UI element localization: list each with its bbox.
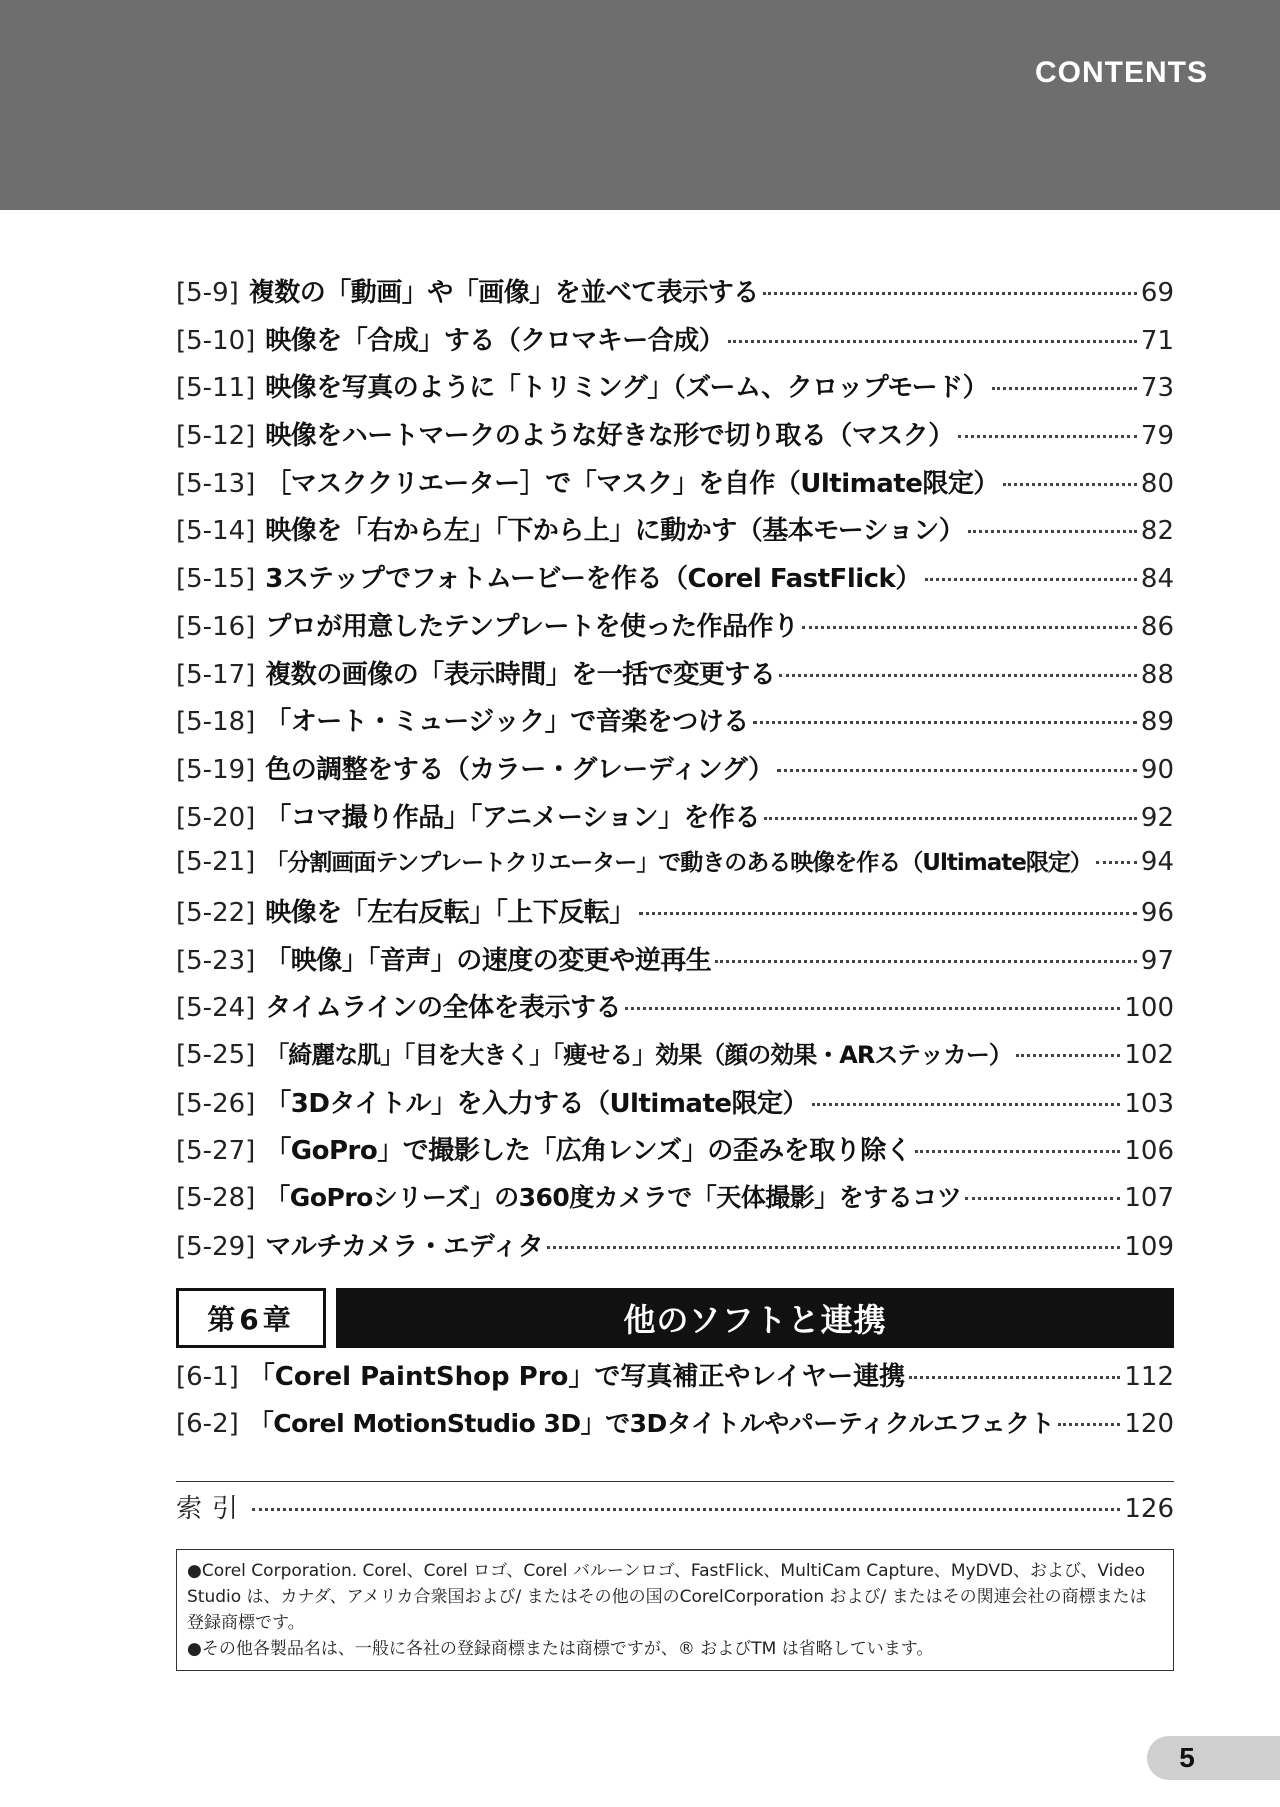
toc-entry-page: 107 — [1124, 1183, 1174, 1214]
toc-entry-number: [5-15] — [176, 564, 256, 595]
dot-leader — [639, 912, 1137, 915]
toc-entry-title: 「映像」「音声」の速度の変更や逆再生 — [265, 945, 712, 976]
chapter-label: 第6章 — [176, 1288, 326, 1348]
toc-entry[interactable] — [176, 415, 1174, 463]
toc-entry-page: 86 — [1140, 611, 1174, 642]
toc-entry-number: [5-13] — [176, 468, 256, 499]
trademark-notice-line: ●Corel Corporation. Corel、Corel ロゴ、Corel バルーンロゴ、FastFlick、MultiCam Capture、MyDVD、および、Video Studio は、カナダ、アメリカ合衆国および/ またはその他の国のCorelCorporation および/ またはその関連会社の商標または登録商標です。 — [187, 1561, 1147, 1633]
toc-entry-number: [5-9] — [176, 278, 239, 308]
toc-entry-page: 89 — [1140, 707, 1174, 738]
chapter-heading — [176, 1288, 1174, 1348]
header-title: CONTENTS — [1035, 56, 1208, 89]
chapter-toc-list — [176, 1356, 1174, 1451]
index-label: 索引 — [176, 1494, 249, 1524]
toc-entry-page: 84 — [1140, 564, 1174, 595]
dot-leader — [909, 1376, 1120, 1379]
dot-leader — [812, 1103, 1120, 1106]
index-page: 126 — [1124, 1494, 1174, 1524]
toc-entry-page: 71 — [1140, 325, 1174, 356]
toc-entry-number: [5-19] — [176, 754, 256, 785]
toc-entry-title: 複数の「動画」や「画像」を並べて表示する — [248, 278, 759, 308]
dot-leader — [958, 435, 1137, 438]
dot-leader — [252, 1508, 1120, 1511]
toc-entry-title: 映像をハートマークのような好きな形で切り取る（マスク） — [265, 421, 954, 452]
trademark-notice-line: ●その他各製品名は、一般に各社の登録商標または商標ですが、® およびTM は省略しています。 — [187, 1639, 934, 1659]
dot-leader — [547, 1246, 1120, 1249]
toc-entry-title: 映像を「合成」する（クロマキー合成） — [265, 325, 725, 356]
toc-entry[interactable] — [176, 654, 1174, 702]
toc-entry[interactable] — [176, 797, 1174, 845]
dot-leader — [965, 1197, 1120, 1200]
index-entry-list — [176, 1488, 1174, 1536]
page-number: 5 — [1179, 1742, 1195, 1773]
index-entry[interactable] — [176, 1488, 1174, 1536]
toc-entry-number: [5-16] — [176, 611, 256, 642]
toc-entry-number: [5-28] — [176, 1183, 256, 1214]
toc-entry[interactable] — [176, 1035, 1174, 1083]
dot-leader — [968, 530, 1137, 533]
toc-entry-page: 79 — [1140, 421, 1174, 452]
toc-entry-title: プロが用意したテンプレートを使った作品作り — [265, 611, 799, 642]
toc-entry-title: 「綺麗な肌」「目を大きく」「痩せる」効果（顔の効果・ARステッカー） — [265, 1041, 1012, 1069]
toc-entry-title: ［マスククリエーター］で「マスク」を自作（Ultimate限定） — [265, 468, 999, 499]
toc-entry[interactable] — [176, 1083, 1174, 1131]
toc-entry-page: 82 — [1140, 516, 1174, 547]
toc-entry-page: 112 — [1124, 1362, 1174, 1392]
toc-entry-title: 「GoProシリーズ」の360度カメラで「天体撮影」をするコツ — [265, 1183, 962, 1213]
toc-entry-number: [5-17] — [176, 659, 256, 690]
toc-entry-number: [5-12] — [176, 421, 256, 452]
toc-entry[interactable] — [176, 940, 1174, 988]
toc-entry-number: [5-14] — [176, 516, 256, 547]
toc-entry[interactable] — [176, 1404, 1174, 1452]
dot-leader — [764, 817, 1137, 820]
toc-entry-title: 「GoPro」で撮影した「広角レンズ」の歪みを取り除く — [265, 1136, 912, 1167]
toc-entry-page: 80 — [1140, 468, 1174, 499]
toc-entry[interactable] — [176, 1356, 1174, 1404]
toc-entry-page: 73 — [1140, 373, 1174, 404]
toc-entry-page: 103 — [1124, 1088, 1174, 1119]
toc-entry-page: 94 — [1140, 847, 1174, 878]
toc-entry-number: [5-26] — [176, 1088, 256, 1119]
dot-leader — [1016, 1054, 1120, 1057]
dot-leader — [763, 292, 1137, 295]
toc-entry-number: [6-2] — [176, 1408, 239, 1439]
toc-entry[interactable] — [176, 749, 1174, 797]
toc-entry-page: 96 — [1140, 897, 1174, 928]
toc-entry[interactable] — [176, 987, 1174, 1035]
toc-entry-number: [5-21] — [176, 847, 256, 878]
toc-entry-number: [5-22] — [176, 897, 256, 928]
toc-entry-number: [5-18] — [176, 707, 256, 738]
dot-leader — [915, 1150, 1120, 1153]
toc-entry[interactable] — [176, 606, 1174, 654]
toc-entry[interactable] — [176, 320, 1174, 368]
toc-entry-title: 3ステップでフォトムービーを作る（Corel FastFlick） — [265, 564, 921, 595]
toc-entry[interactable] — [176, 1178, 1174, 1226]
toc-list — [176, 272, 1174, 1273]
toc-entry-page: 106 — [1124, 1136, 1174, 1167]
dot-leader — [625, 1007, 1120, 1010]
toc-entry-page: 102 — [1124, 1040, 1174, 1070]
toc-entry-page: 109 — [1124, 1231, 1174, 1262]
toc-entry-page: 97 — [1140, 945, 1174, 976]
toc-entry-title: 「オート・ミュージック」で音楽をつける — [265, 707, 749, 738]
toc-entry[interactable] — [176, 558, 1174, 606]
toc-entry[interactable] — [176, 701, 1174, 749]
dot-leader — [715, 960, 1137, 963]
toc-entry-title: 色の調整をする（カラー・グレーディング） — [265, 754, 774, 785]
dot-leader — [777, 769, 1136, 772]
toc-entry[interactable] — [176, 844, 1174, 892]
toc-entry-title: 映像を「右から左」「下から上」に動かす（基本モーション） — [265, 516, 965, 547]
index-divider — [176, 1481, 1174, 1482]
dot-leader — [802, 626, 1136, 629]
toc-entry-title: 「Corel MotionStudio 3D」で3Dタイトルやパーティクルエフェクト — [248, 1408, 1055, 1438]
toc-entry-number: [5-25] — [176, 1040, 256, 1070]
toc-entry-number: [5-27] — [176, 1136, 256, 1167]
dot-leader — [1003, 483, 1137, 486]
toc-entry[interactable] — [176, 367, 1174, 415]
toc-entry-title: 「分割画面テンプレートクリエーター」で動きのある映像を作る（Ultimate限定） — [265, 850, 1092, 877]
toc-entry-number: [5-11] — [176, 373, 256, 404]
dot-leader — [1058, 1423, 1120, 1426]
toc-entry-title: タイムラインの全体を表示する — [265, 993, 621, 1024]
toc-entry-title: 映像を「左右反転」「上下反転」 — [265, 897, 635, 928]
toc-entry-number: [5-29] — [176, 1231, 256, 1262]
trademark-notice — [176, 1549, 1174, 1671]
toc-entry-title: 複数の画像の「表示時間」を一括で変更する — [265, 659, 776, 690]
toc-entry-page: 92 — [1140, 802, 1174, 833]
toc-entry-page: 69 — [1140, 278, 1174, 308]
toc-entry[interactable] — [176, 1130, 1174, 1178]
dot-leader — [992, 387, 1137, 390]
toc-entry-number: [5-20] — [176, 802, 256, 833]
toc-entry-title: 「Corel PaintShop Pro」で写真補正やレイヤー連携 — [248, 1362, 906, 1392]
toc-entry[interactable] — [176, 510, 1174, 558]
dot-leader — [1096, 861, 1137, 864]
header-band — [0, 0, 1280, 210]
toc-entry-title: 「コマ撮り作品」「アニメーション」を作る — [265, 802, 760, 833]
toc-entry-number: [6-1] — [176, 1362, 239, 1392]
toc-entry-page: 90 — [1140, 754, 1174, 785]
dot-leader — [728, 340, 1137, 343]
chapter-title: 他のソフトと連携 — [336, 1288, 1174, 1348]
toc-entry-page: 100 — [1124, 993, 1174, 1024]
toc-entry-page: 120 — [1124, 1408, 1174, 1439]
toc-entry-number: [5-23] — [176, 945, 256, 976]
dot-leader — [753, 721, 1137, 724]
toc-entry-number: [5-24] — [176, 993, 256, 1024]
toc-entry-number: [5-10] — [176, 325, 256, 356]
toc-entry-title: 映像を写真のように「トリミング」（ズーム、クロップモード） — [265, 373, 989, 404]
toc-entry[interactable] — [176, 463, 1174, 511]
toc-entry[interactable] — [176, 272, 1174, 320]
toc-entry-title: 「3Dタイトル」を入力する（Ultimate限定） — [265, 1088, 809, 1119]
dot-leader — [925, 578, 1137, 581]
dot-leader — [779, 674, 1137, 677]
toc-entry-page: 88 — [1140, 659, 1174, 690]
toc-entry-title: マルチカメラ・エディタ — [265, 1231, 544, 1262]
toc-entry[interactable] — [176, 1226, 1174, 1274]
toc-entry[interactable] — [176, 892, 1174, 940]
